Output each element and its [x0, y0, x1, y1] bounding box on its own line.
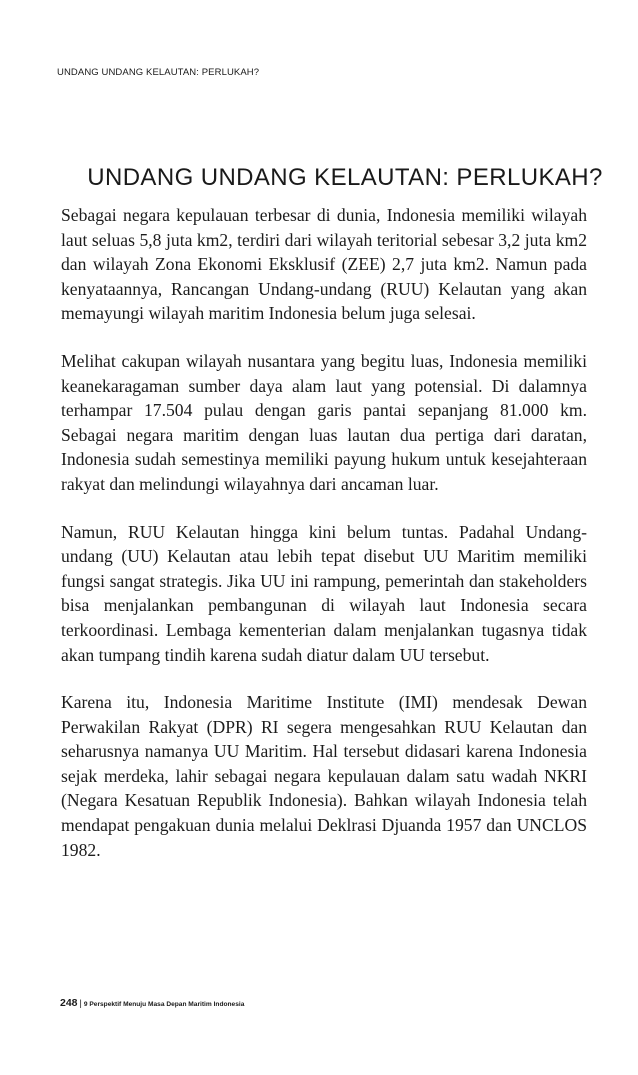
- body-text: [61, 203, 587, 885]
- page-number: 248: [60, 997, 78, 1009]
- book-title: 9 Perspektif Menuju Masa Depan Maritim Indonesia: [83, 1001, 245, 1008]
- page-footer: [60, 997, 244, 1009]
- paragraph: Namun, RUU Kelautan hingga kini belum tuntas. Padahal Undang-undang (UU) Kelautan atau lebih tepat disebut UU Maritim memiliki fungsi sangat strategis. Jika UU ini rampung, pemerintah dan stakeholders bisa menjalankan pembangunan di wilayah laut Indonesia secara terkoordinasi. Lembaga kementerian dalam menjalankan tugasnya tidak akan tumpang tindih karena sudah diatur dalam UU tersebut.: [61, 521, 587, 665]
- chapter-title: UNDANG UNDANG KELAUTAN: PERLUKAH?: [87, 164, 603, 191]
- footer-separator: |: [79, 998, 82, 1008]
- running-header: UNDANG UNDANG KELAUTAN: PERLUKAH?: [57, 67, 260, 78]
- paragraph: Karena itu, Indonesia Maritime Institute (IMI) mendesak Dewan Perwakilan Rakyat (DPR) RI segera mengesahkan RUU Kelautan dan seharusnya namanya UU Maritim. Hal tersebut didasari karena Indonesia sejak merdeka, lahir sebagai negara kepulauan dalam satu wadah NKRI (Negara Kesatuan Republik Indonesia). Bahkan wilayah Indonesia telah mendapat pengakuan dunia melalui Deklrasi Djuanda 1957 dan UNCLOS 1982.: [61, 692, 587, 860]
- paragraph: Melihat cakupan wilayah nusantara yang begitu luas, Indonesia memiliki keanekaragaman sumber daya alam laut yang potensial. Di dalamnya terhampar 17.504 pulau dengan garis pantai sepanjang 81.000 km. Sebagai negara maritim dengan luas lautan dua pertiga dari daratan, Indonesia sudah semestinya memiliki payung hukum untuk kesejahteraan rakyat dan melindungi wilayahnya dari ancaman luar.: [61, 350, 587, 494]
- paragraph: Sebagai negara kepulauan terbesar di dunia, Indonesia memiliki wilayah laut seluas 5,8 juta km2, terdiri dari wilayah teritorial sebesar 3,2 juta km2 dan wilayah Zona Ekonomi Eksklusif (ZEE) 2,7 juta km2. Namun pada kenyataannya, Rancangan Undang-undang (RUU) Kelautan yang akan memayungi wilayah maritim Indonesia belum juga selesai.: [61, 205, 587, 324]
